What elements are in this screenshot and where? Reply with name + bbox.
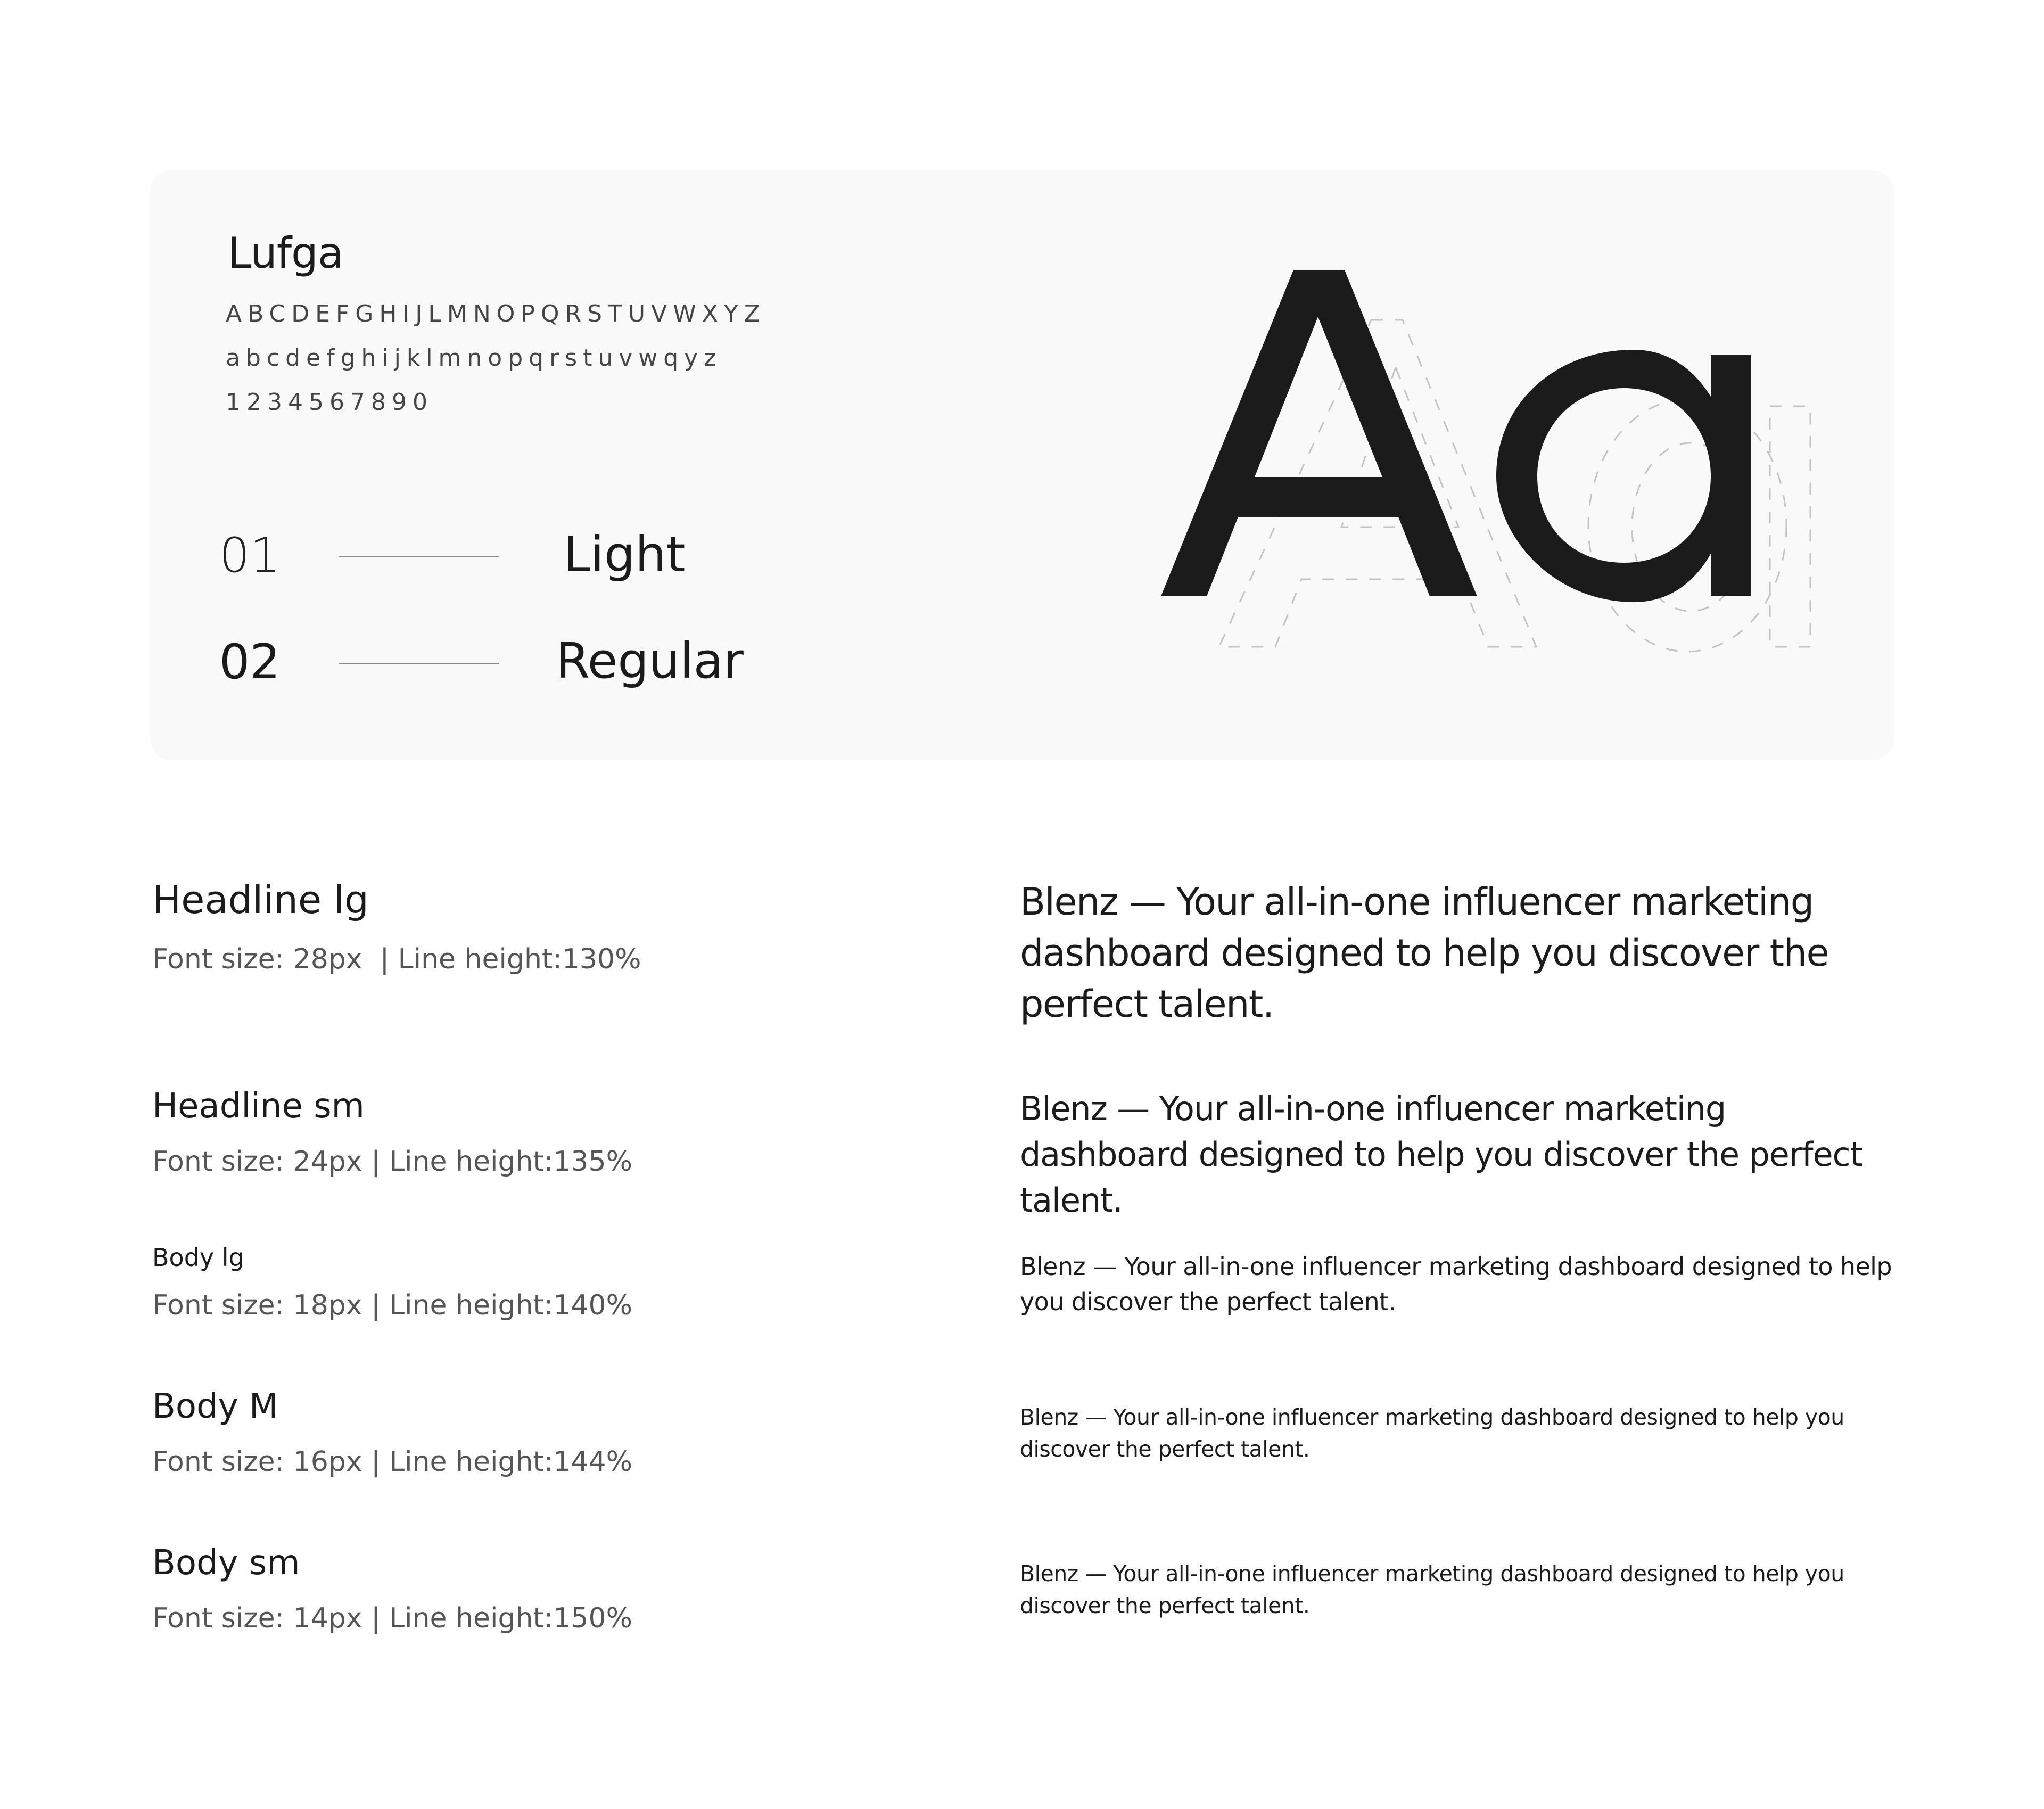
style-sample-body-sm: Blenz — Your all-in-one influencer marketing dashboard designed to help you discover the perfect talent.: [1020, 1561, 1844, 1618]
style-sample-headline-lg: Blenz — Your all-in-one influencer marketing dashboard designed to help you discover the perfect talent.: [1020, 880, 1829, 1026]
style-name-body-lg: Body lg: [152, 1243, 244, 1272]
style-sample-headline-sm: Blenz — Your all-in-one influencer marketing dashboard designed to help you discover the perfect talent.: [1020, 1089, 1862, 1220]
style-name-body-m: Body M: [152, 1387, 279, 1426]
weight-number-regular: 02: [219, 634, 281, 690]
style-meta-headline-sm: Font size: 24px | Line height:135%: [152, 1146, 632, 1178]
weight-name-light: Light: [563, 526, 686, 583]
numerals: 1234567890: [226, 389, 433, 416]
style-sample-body-lg: Blenz — Your all-in-one influencer marketing dashboard designed to help you discover the perfect talent.: [1020, 1252, 1892, 1316]
style-name-body-sm: Body sm: [152, 1543, 300, 1583]
weight-number-light: 01: [219, 528, 281, 583]
weight-name-regular: Regular: [556, 632, 744, 689]
weight-divider-light: [339, 556, 499, 557]
style-meta-body-lg: Font size: 18px | Line height:140%: [152, 1289, 632, 1321]
font-name: Lufga: [228, 228, 343, 278]
uppercase-alphabet: ABCDEFGHIJLMNOPQRSTUVWXYZ: [226, 300, 766, 327]
weight-divider-regular: [339, 663, 499, 664]
style-meta-body-sm: Font size: 14px | Line height:150%: [152, 1602, 632, 1634]
style-name-headline-sm: Headline sm: [152, 1087, 365, 1126]
font-overview-card: [150, 170, 1894, 760]
style-sample-body-m: Blenz — Your all-in-one influencer marketing dashboard designed to help you discover the perfect talent.: [1020, 1404, 1844, 1462]
lowercase-alphabet: abcdefghijklmnopqrstuvwqyz: [226, 344, 722, 372]
style-name-headline-lg: Headline lg: [152, 877, 369, 922]
style-meta-headline-lg: Font size: 28px | Line height:130%: [152, 943, 641, 975]
style-meta-body-m: Font size: 16px | Line height:144%: [152, 1446, 632, 1478]
